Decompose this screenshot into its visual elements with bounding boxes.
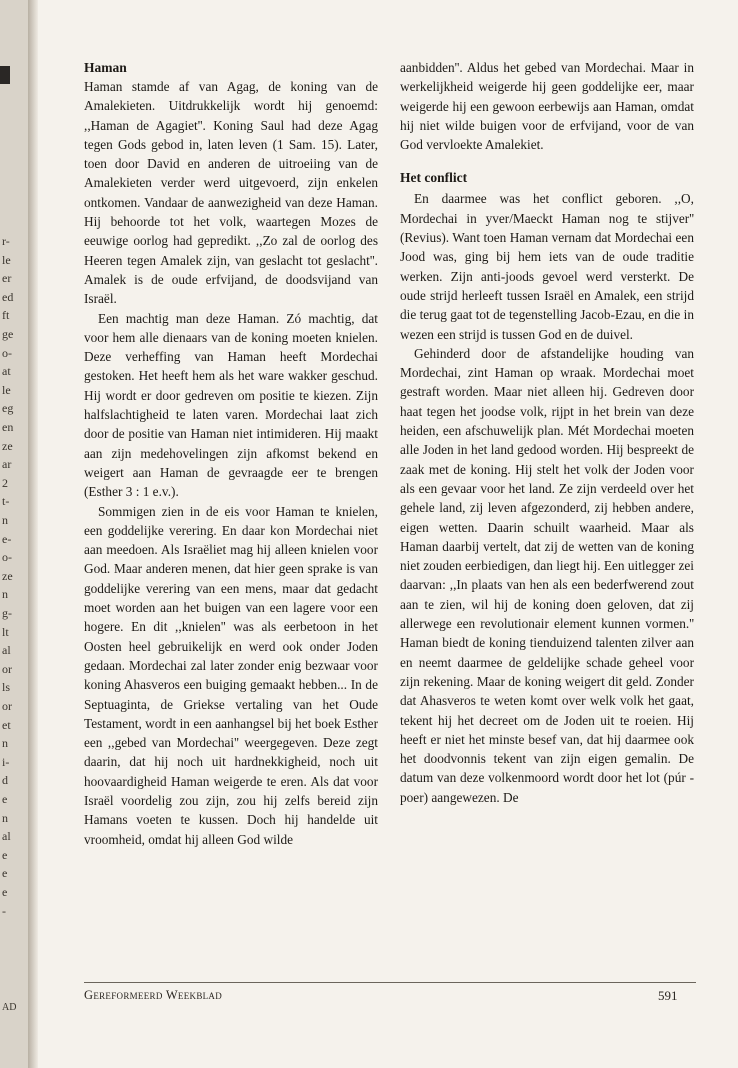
prev-page-fragment: en: [2, 420, 14, 434]
paragraph: Gehinderd door de afstandelijke houding van Mordechai, zint Haman op wraak. Mordechai moet gestraft worden. Maar niet alleen hij. Gedreven door haat tegen het joodse volk, rijpt in het brein van deze heiden, een afschuwelijk plan. Mét Mordechai moeten alle Joden in het land gedood worden. Hij bespreekt de zaak met de koning. Hij stelt het volk der Joden voor als een gevaar voor het land. Ze zijn verdeeld over het gehele land, zij leven afgezonderd, zij hebben andere, eigen wetten. Daarin schuilt waarheid. Maar als Haman daarbij vertelt, dat zij de wetten van de koning niet zouden eerbiedigen, dan liegt hij. Een uitlegger zei daarvan: ,,In plaats van hen als een bederfwerend zout aan te zien, wil hij de koning doen geloven, dat zij allerwege een revolutionair element kunnen vormen.'' Haman biedt de koning tienduizend talenten zilver aan en neemt daarmee de geldelijke schade geheel voor zijn rekening. Maar de koning weigert dit geld. Zonder dat Ahasveros te weten komt over welk volk het gaat, tekent hij het decreet om de Joden uit te roeien. Hij heeft er niet het minste besef van, dat hij daarmee ook het doodvonnis tekent van zijn eigen gemalin. De datum van deze volkenmoord wordt door het lot (púr - poer) aangewezen. De: [400, 345, 694, 805]
previous-page-edge: [0, 0, 28, 1068]
prev-page-fragment: o-: [2, 550, 12, 565]
prev-page-fragment: r-: [2, 234, 10, 248]
prev-page-fragment: ge: [2, 327, 14, 341]
left-column: [84, 58, 378, 849]
prev-page-fragment: ed: [2, 289, 14, 304]
paragraph: Haman stamde af van Agag, de koning van de Amalekieten. Uitdrukkelijk wordt hij genoemd: ,,Haman de Agagiet''. Koning Saul had deze Agag tegen Gods gebod in, laten leven (1 Sam. 15). Later, toen door David en anderen de uitroeiing van de Amalekieten verder werd uitgevoerd, zijn enkelen ontkomen. Vandaar de aanwezigheid van deze Haman. Hij behoorde tot het volk, waartegen Mozes de eeuwige oorlog had gepredikt. ,,Zo zal de oorlog des Heeren tegen Amalek zijn, van geslacht tot geslacht''. Amalek is de oude erfvijand, de doodsvijand van Israël.: [84, 79, 378, 307]
prev-page-fragment: -: [2, 903, 6, 918]
prev-page-fragment: le: [2, 252, 11, 267]
prev-page-fragment: 2: [2, 475, 8, 490]
prev-page-fragment: ze: [2, 568, 13, 583]
right-column: [400, 58, 694, 807]
prev-page-fragment: et: [2, 717, 11, 732]
prev-page-fragment: e: [2, 866, 8, 881]
prev-page-fragment: er: [2, 271, 12, 286]
prev-page-footer-fragment: AD: [2, 1002, 17, 1013]
prev-page-fragment: or: [2, 661, 12, 676]
prev-page-fragment: n: [2, 587, 8, 602]
section-heading-haman: Haman: [84, 60, 127, 75]
prev-page-fragment: d: [2, 773, 8, 788]
prev-page-fragment: eg: [2, 401, 14, 416]
prev-page-fragment: e-: [2, 531, 12, 546]
paragraph: Een machtig man deze Haman. Zó machtig, dat voor hem alle dienaars van de koning moeten knielen. Deze verheffing van Haman heeft Mordechai gestoken. Het heeft hem als het ware wakker geschud. Hij wordt er door gedreven om positie te kiezen. Zijn halfslachtigheid te laten varen. Mordechai laat zich door de positie van Haman niet intimideren. Hij maakt aan zijn medehovelingen zijn afkomst bekend en weigert aan Haman de gevraagde eer te brengen (Esther 3 : 1 e.v.).: [84, 310, 378, 500]
prev-page-fragment: e: [2, 847, 8, 862]
publication-title: Gereformeerd Weekblad: [84, 988, 223, 1002]
prev-page-fragment: n: [2, 736, 8, 751]
prev-page-fragment: at: [2, 364, 11, 379]
prev-page-fragment: ft: [2, 308, 10, 323]
paragraph-continuation: aanbidden''. Aldus het gebed van Mordechai. Maar in werkelijkheid weigerde hij geen goddelijke eer, maar weigerde hij een gewoon eerbewijs aan Haman, omdat hij niet wilde buigen voor de erfvijand, voor de van God vervloekte Amalekiet.: [400, 60, 694, 153]
prev-page-fragment: ze: [2, 438, 13, 453]
book-gutter: [28, 0, 38, 1068]
paragraph: Sommigen zien in de eis voor Haman te knielen, een goddelijke verering. En daar kon Mordechai niet aan meedoen. Als Israëliet mag hij alleen knielen voor God. Maar anderen menen, dat hier geen sprake is van goddelijke verering van een mens, maar dat gedacht moet worden aan het buigen van een lagere voor een hogere. En dit ,,knielen'' was als eerbetoon in het Oosten heel gebruikelijk en werd ook onder Joden gedaan. Mordechai zal later zonder enig bezwaar voor koning Ahasveros een buiging gemaakt hebben... In de Septuaginta, de Griekse vertaling van het Oude Testament, wordt in een aanhangsel bij het boek Esther een ,,gebed van Mordechai'' weergegeven. Deze zegt daarin, dat hij noch uit hardnekkigheid, noch uit hoovaardigheid Haman weigerde te eren. Als dat voor Israël voordelig zou zijn, zou hij zelfs bereid zijn Hamans voeten te kussen. Doch hij handelde uit vroomheid, omdat hij alleen God wilde: [84, 503, 378, 847]
prev-page-fragment: e: [2, 792, 8, 806]
prev-page-fragment: le: [2, 382, 11, 397]
prev-page-fragment: n: [2, 513, 8, 527]
page-number: 591: [658, 988, 678, 1003]
prev-page-fragment: n: [2, 810, 8, 825]
prev-page-fragment: al: [2, 829, 11, 844]
prev-page-fragment: ar: [2, 457, 12, 472]
prev-page-fragment: or: [2, 699, 12, 713]
paragraph: En daarmee was het conflict geboren. ,,O, Mordechai in yver/Maeckt Haman nog te stijver'' (Revius). Want toen Haman vernam dat Mordechai een Jood was, ging bij hem iets van de oude traditie werken. Zijn anti-joods gevoel werd versterkt. De oude strijd herleeft tussen Israël en Amalek, een strijd die terug gaat tot de tegenstelling Jacob-Ezau, en die in wezen een strijd is tussen God en de duivel.: [400, 191, 694, 342]
prev-page-fragment: t-: [2, 494, 10, 509]
prev-page-fragment: e: [2, 885, 8, 899]
prev-page-fragment: g-: [2, 606, 12, 620]
prev-page-fragment: lt: [2, 624, 9, 639]
footer-rule: [84, 982, 696, 983]
section-heading-conflict: Het conflict: [400, 170, 468, 186]
prev-page-fragment: ls: [2, 680, 11, 695]
prev-page-fragment: i-: [2, 754, 10, 769]
page: [38, 0, 738, 1068]
black-marker: [0, 66, 10, 84]
prev-page-fragment: al: [2, 643, 11, 658]
prev-page-fragment: o-: [2, 345, 12, 360]
